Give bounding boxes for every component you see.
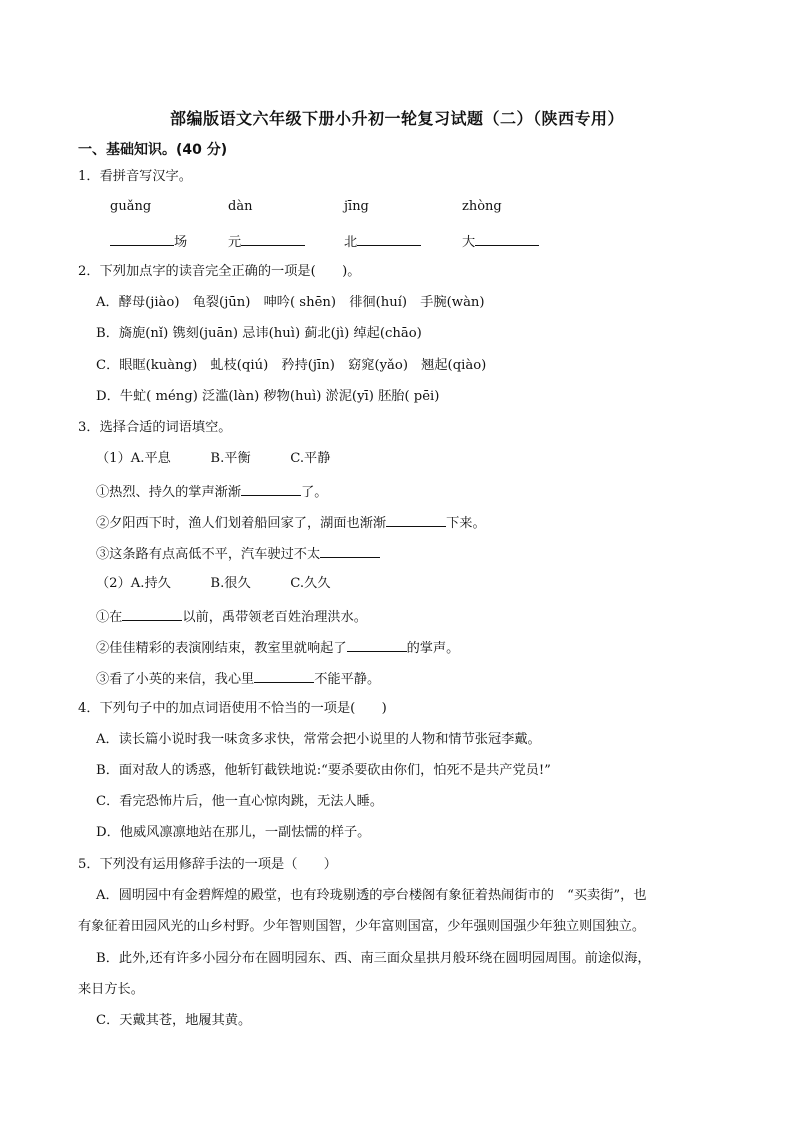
- answer-blank-4[interactable]: 大: [462, 231, 539, 250]
- question-2-stem: 2．下列加点字的读音完全正确的一项是( )。: [78, 264, 361, 279]
- question-3-group1-item3[interactable]: ③这条路有点高低不平，汽车驶过不太: [96, 543, 380, 564]
- question-5-option-b-line1: B．此外,还有许多小园分布在圆明园东、西、南三面众星拱月般环绕在圆明园周围。前途似海，: [96, 951, 651, 966]
- question-3-group2-item1[interactable]: ①在 以前，禹带领老百姓治理洪水。: [96, 606, 367, 627]
- question-2-option-d: D．牛虻( méng) 泛滥(làn) 秽物(huì) 淤泥(yī) 胚胎( pēi): [96, 389, 440, 404]
- answer-blank-1[interactable]: 场: [110, 231, 187, 250]
- question-3-group2-item3[interactable]: ③看了小英的来信，我心里 不能平静。: [96, 668, 380, 689]
- pinyin-1: guǎng: [110, 199, 152, 214]
- answer-blank-2[interactable]: 元: [228, 231, 305, 250]
- question-3-group1-item1[interactable]: ①热烈、持久的掌声渐渐 了。: [96, 481, 327, 502]
- question-4-option-c: C．看完恐怖片后，他一直心惊肉跳，无法人睡。: [96, 794, 384, 809]
- question-3-group1-item2[interactable]: ②夕阳西下时，渔人们划着船回家了，湖面也渐渐 下来。: [96, 512, 486, 533]
- pinyin-3: jīng: [344, 199, 369, 214]
- page-title: 部编版语文六年级下册小升初一轮复习试题（二）（陕西专用）: [169, 109, 624, 128]
- question-4-option-d: D．他威风凛凛地站在那儿，一副怯懦的样子。: [96, 825, 371, 840]
- question-2-option-a: A．酵母(jiào) 龟裂(jūn) 呻吟( shēn) 徘徊(huí) 手腕(wàn): [96, 295, 485, 310]
- pinyin-2: dàn: [228, 199, 253, 214]
- question-5-option-a-line1: A．圆明园中有金碧辉煌的殿堂，也有玲珑剔透的亭台楼阁有象征着热闹街市的 “买卖街”，也: [96, 888, 647, 903]
- question-3-group2-item2[interactable]: ②佳佳精彩的表演刚结束，教室里就响起了 的掌声。: [96, 637, 459, 658]
- question-4-option-b: B．面对敌人的诱惑，他斩钉截铁地说:“要杀要砍由你们，怕死不是共产党员!”: [96, 763, 551, 778]
- question-5-option-b-line2: 来日方长。: [78, 982, 144, 997]
- question-4-option-a: A．读长篇小说时我一味贪多求快，常常会把小说里的人物和情节张冠李戴。: [96, 732, 541, 747]
- pinyin-4: zhòng: [462, 199, 502, 214]
- question-5-option-c: C．天戴其苍，地履其黄。: [96, 1013, 252, 1028]
- question-3-stem: 3．选择合适的词语填空。: [78, 420, 232, 435]
- question-2-option-c: C．眼眶(kuàng) 虬枝(qiú) 矜持(jīn) 窈窕(yǎo) 翘起(qiào): [96, 358, 487, 373]
- section-heading: 一、基础知识。(40 分): [78, 142, 228, 158]
- question-3-group2-head: （2）A.持久 B.很久 C.久久: [96, 576, 331, 591]
- question-4-stem: 4．下列句子中的加点词语使用不恰当的一项是( ): [78, 701, 387, 716]
- question-2-option-b: B．旖旎(nǐ) 镌刻(juān) 忌讳(huì) 蓟北(jì) 绰起(chāo): [96, 326, 422, 341]
- question-3-group1-head: （1）A.平息 B.平衡 C.平静: [96, 451, 331, 466]
- question-5-stem: 5．下列没有运用修辞手法的一项是（ ）: [78, 857, 337, 872]
- answer-blank-3[interactable]: 北: [344, 231, 421, 250]
- question-5-option-a-line2: 有象征着田园风光的山乡村野。少年智则国智，少年富则国富，少年强则国强少年独立则国独立。: [78, 919, 646, 934]
- question-1-stem: 1．看拼音写汉字。: [78, 169, 192, 184]
